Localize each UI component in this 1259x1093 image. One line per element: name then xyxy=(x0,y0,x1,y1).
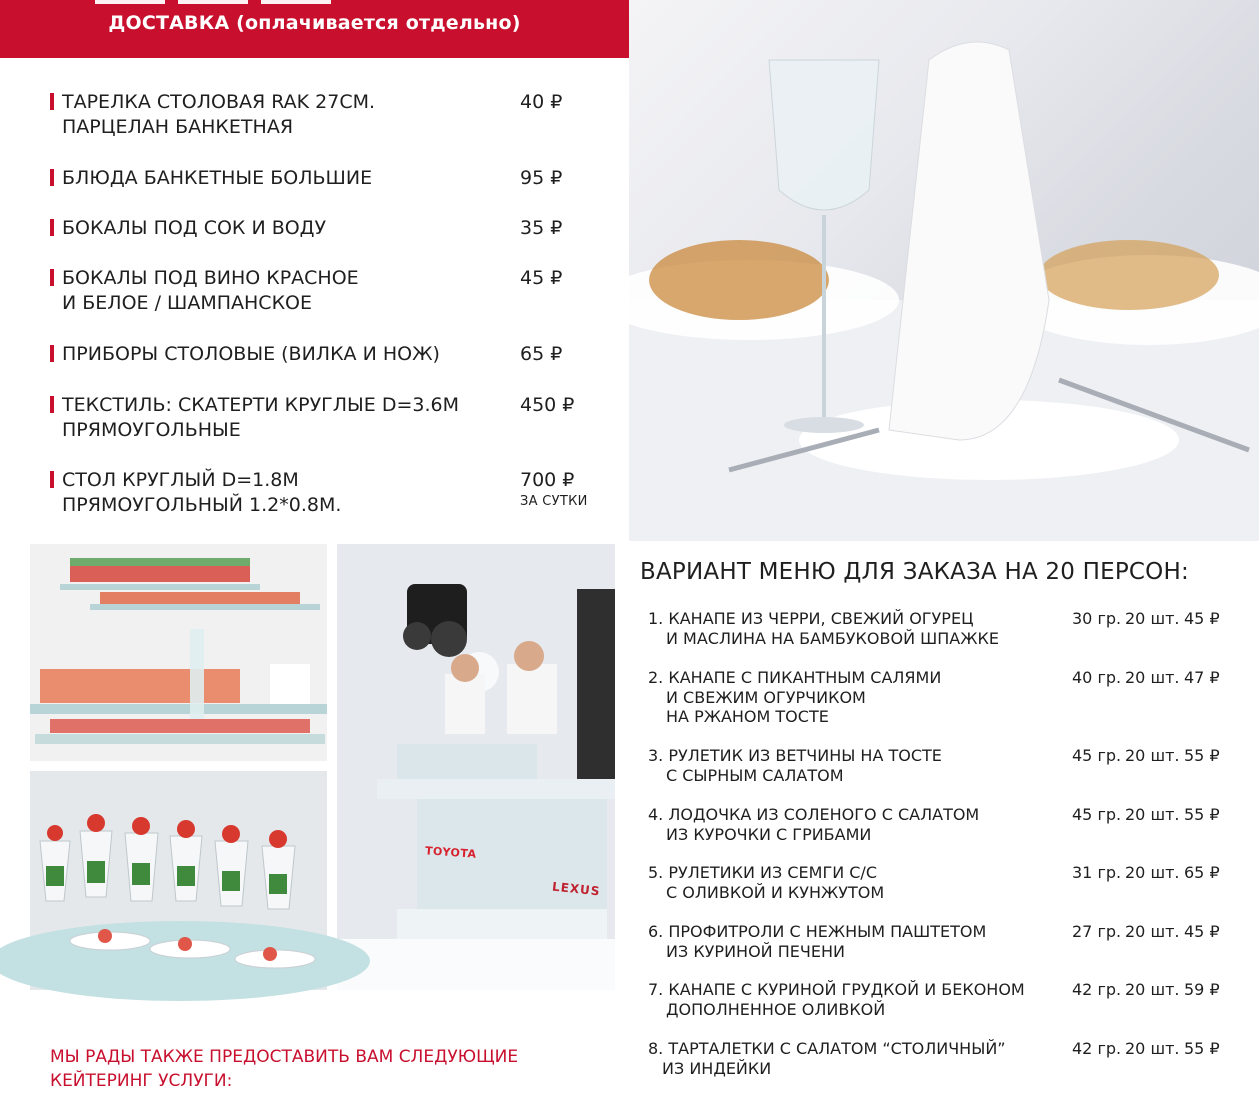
menu-item-quantity: 20 шт. xyxy=(1125,746,1180,765)
table-setting-photo xyxy=(629,0,1259,541)
menu-item-price: 45 ₽ xyxy=(1184,609,1220,628)
menu-item-quantity: 20 шт. xyxy=(1125,1039,1180,1058)
delivery-header-band xyxy=(0,0,629,58)
menu-item-weight: 42 гр. xyxy=(1072,980,1122,999)
menu-item-weight: 31 гр. xyxy=(1072,863,1122,882)
menu-item-weight: 45 гр. xyxy=(1072,805,1122,824)
menu-item-quantity: 20 шт. xyxy=(1125,805,1180,824)
table-setting-illustration xyxy=(629,0,1259,541)
menu-item-price: 55 ₽ xyxy=(1184,746,1220,765)
rental-item-price: 95 ₽ xyxy=(520,167,563,189)
menu-item-price: 55 ₽ xyxy=(1184,1039,1220,1058)
bullet-bar xyxy=(50,93,54,110)
rental-item-price: 65 ₽ xyxy=(520,343,563,365)
verrines-illustration xyxy=(30,771,327,990)
bullet-bar xyxy=(50,169,54,186)
menu-item-price: 45 ₽ xyxy=(1184,922,1220,941)
menu-title: ВАРИАНТ МЕНЮ ДЛЯ ЗАКАЗА НА 20 ПЕРСОН: xyxy=(640,559,1189,585)
rental-item-price-note: ЗА СУТКИ xyxy=(520,494,588,509)
bullet-bar xyxy=(50,219,54,236)
rental-item-price: 40 ₽ xyxy=(520,91,563,113)
menu-item-quantity: 20 шт. xyxy=(1125,668,1180,687)
toyota-ice-logo: TOYOTA xyxy=(424,844,477,861)
bullet-bar xyxy=(50,269,54,286)
bullet-bar xyxy=(50,471,54,488)
menu-item-weight: 30 гр. xyxy=(1072,609,1122,628)
verrines-photo xyxy=(30,771,327,990)
menu-item-name: 3. РУЛЕТИК ИЗ ВЕТЧИНЫ НА ТОСТЕ С СЫРНЫМ САЛАТОМ xyxy=(648,746,942,785)
bullet-bar xyxy=(50,345,54,362)
menu-item-quantity: 20 шт. xyxy=(1125,609,1180,628)
header-decor-tab xyxy=(261,0,331,4)
menu-item-name: 7. КАНАПЕ С КУРИНОЙ ГРУДКОЙ И БЕКОНОМ ДОПОЛНЕННОЕ ОЛИВКОЙ xyxy=(648,980,1025,1019)
menu-item-quantity: 20 шт. xyxy=(1125,863,1180,882)
delivery-title: ДОСТАВКА (оплачивается отдельно) xyxy=(108,12,521,34)
menu-item-quantity: 20 шт. xyxy=(1125,922,1180,941)
lexus-ice-logo: LEXUS xyxy=(551,879,602,899)
menu-item-price: 47 ₽ xyxy=(1184,668,1220,687)
catering-services-note: МЫ РАДЫ ТАКЖЕ ПРЕДОСТАВИТЬ ВАМ СЛЕДУЮЩИЕ КЕЙТЕРИНГ УСЛУГИ: xyxy=(50,1047,519,1091)
rental-item-name: БОКАЛЫ ПОД СОК И ВОДУ xyxy=(62,217,327,239)
rental-item-price: 35 ₽ xyxy=(520,217,563,239)
canape-buffet-photo xyxy=(30,544,327,761)
menu-item-name: 1. КАНАПЕ ИЗ ЧЕРРИ, СВЕЖИЙ ОГУРЕЦ И МАСЛИНА НА БАМБУКОВОЙ ШПАЖКЕ xyxy=(648,609,999,648)
rental-item-price: 700 ₽ xyxy=(520,469,575,491)
menu-item-weight: 45 гр. xyxy=(1072,746,1122,765)
menu-item-name: 5. РУЛЕТИКИ ИЗ СЕМГИ С/С С ОЛИВКОЙ И КУНЖУТОМ xyxy=(648,863,885,902)
header-decor-tab xyxy=(95,0,165,4)
menu-item-weight: 40 гр. xyxy=(1072,668,1122,687)
bartenders-ice-bar-photo xyxy=(337,544,615,990)
menu-item-price: 59 ₽ xyxy=(1184,980,1220,999)
menu-item-weight: 42 гр. xyxy=(1072,1039,1122,1058)
rental-item-price: 450 ₽ xyxy=(520,394,575,416)
bartenders-illustration xyxy=(337,544,615,990)
rental-item-name: ТАРЕЛКА СТОЛОВАЯ RAK 27СМ. ПАРЦЕЛАН БАНКЕТНАЯ xyxy=(62,91,376,138)
rental-item-name: ТЕКСТИЛЬ: СКАТЕРТИ КРУГЛЫЕ D=3.6М ПРЯМОУГОЛЬНЫЕ xyxy=(62,394,459,441)
menu-item-weight: 27 гр. xyxy=(1072,922,1122,941)
rental-item-name: ПРИБОРЫ СТОЛОВЫЕ (ВИЛКА И НОЖ) xyxy=(62,343,440,365)
rental-item-name: СТОЛ КРУГЛЫЙ D=1.8М ПРЯМОУГОЛЬНЫЙ 1.2*0.8М. xyxy=(62,469,342,516)
header-decor-tabs xyxy=(95,0,331,4)
header-decor-tab xyxy=(178,0,248,4)
bullet-bar xyxy=(50,396,54,413)
rental-item-price: 45 ₽ xyxy=(520,267,563,289)
menu-item-name: 4. ЛОДОЧКА ИЗ СОЛЕНОГО С САЛАТОМ ИЗ КУРОЧКИ С ГРИБАМИ xyxy=(648,805,980,844)
menu-item-price: 65 ₽ xyxy=(1184,863,1220,882)
canape-buffet-illustration xyxy=(30,544,327,761)
rental-item-name: БЛЮДА БАНКЕТНЫЕ БОЛЬШИЕ xyxy=(62,167,373,189)
menu-item-quantity: 20 шт. xyxy=(1125,980,1180,999)
menu-item-name: 8. ТАРТАЛЕТКИ С САЛАТОМ “СТОЛИЧНЫЙ” ИЗ ИНДЕЙКИ xyxy=(648,1039,1006,1078)
rental-item-name: БОКАЛЫ ПОД ВИНО КРАСНОЕ И БЕЛОЕ / ШАМПАНСКОЕ xyxy=(62,267,359,314)
menu-item-name: 2. КАНАПЕ С ПИКАНТНЫМ САЛЯМИ И СВЕЖИМ ОГУРЧИКОМ НА РЖАНОМ ТОСТЕ xyxy=(648,668,942,726)
menu-item-price: 55 ₽ xyxy=(1184,805,1220,824)
menu-item-name: 6. ПРОФИТРОЛИ С НЕЖНЫМ ПАШТЕТОМ ИЗ КУРИНОЙ ПЕЧЕНИ xyxy=(648,922,987,961)
